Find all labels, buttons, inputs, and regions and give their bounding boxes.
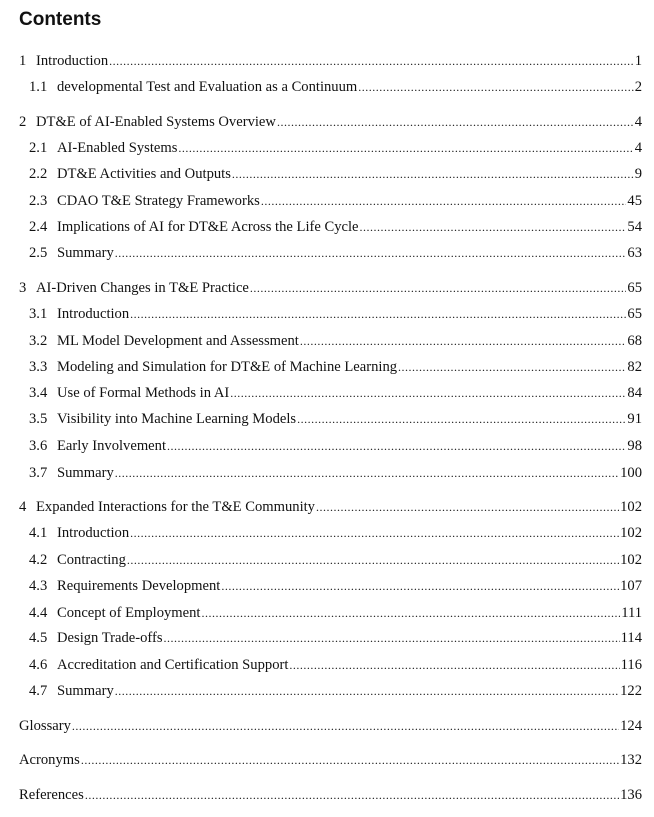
toc-entry-page: 1 <box>634 53 642 69</box>
toc-entry-page: 124 <box>620 718 642 734</box>
dot-leader <box>261 191 627 211</box>
toc-entry-4-3[interactable] <box>29 576 642 596</box>
toc-entry-3-5[interactable] <box>29 409 642 429</box>
dot-leader <box>72 716 619 736</box>
dot-leader <box>115 681 619 701</box>
toc-entry-number: 2.4 <box>29 219 48 235</box>
toc-entry-3-4[interactable] <box>29 383 642 403</box>
toc-entry-page: 102 <box>620 525 642 541</box>
toc-entry-1-1[interactable] <box>29 77 642 97</box>
toc-entry-number: 1 <box>19 53 27 69</box>
toc-entry-number: 4.2 <box>29 552 48 568</box>
toc-entry-label: Summary <box>57 465 114 481</box>
toc-entry-3-2[interactable] <box>29 331 642 351</box>
toc-entry-label: Requirements Development <box>57 578 221 594</box>
toc-entry-label: DT&E Activities and Outputs <box>57 166 231 182</box>
toc-entry-page: 68 <box>627 333 642 349</box>
toc-entry-page: 84 <box>627 385 642 401</box>
toc-entry-number: 4.7 <box>29 683 48 699</box>
toc-entry-number: 2 <box>19 114 27 130</box>
dot-leader <box>127 550 619 570</box>
toc-entry-4-1[interactable] <box>29 523 642 543</box>
dot-leader <box>130 523 619 543</box>
toc-entry-label: Modeling and Simulation for DT&E of Machine Learning <box>57 359 398 375</box>
toc-entry-number: 3.5 <box>29 411 48 427</box>
toc-entry-page: 114 <box>620 630 642 646</box>
toc-entry-page: 98 <box>627 438 642 454</box>
toc-entry-page: 65 <box>627 306 642 322</box>
toc-entry-number: 3 <box>19 280 27 296</box>
toc-entry-2-5[interactable] <box>29 243 642 263</box>
toc-entry-page: 4 <box>634 140 642 156</box>
toc-entry-number: 4.6 <box>29 657 48 673</box>
toc-entry-number: 2.1 <box>29 140 48 156</box>
toc-entry-label: Summary <box>57 683 114 699</box>
toc-entry-number: 4.3 <box>29 578 48 594</box>
toc-entry-label: Accreditation and Certification Support <box>57 657 289 673</box>
toc-entry-page: 100 <box>620 465 642 481</box>
toc-entry-number: 1.1 <box>29 79 48 95</box>
toc-entry-page: 122 <box>620 683 642 699</box>
dot-leader <box>201 603 620 623</box>
toc-entry-label: Design Trade-offs <box>57 630 163 646</box>
toc-entry-number: 3.4 <box>29 385 48 401</box>
toc-entry-label: Contracting <box>57 552 126 568</box>
toc-entry-label: Early Involvement <box>57 438 167 454</box>
toc-entry-2[interactable] <box>19 112 642 132</box>
toc-entry-1[interactable] <box>19 51 642 71</box>
dot-leader <box>221 576 619 596</box>
dot-leader <box>109 51 634 71</box>
toc-entry-4-4[interactable] <box>29 603 642 623</box>
dot-leader <box>167 436 626 456</box>
dot-leader <box>130 304 626 324</box>
toc-entry-page: 45 <box>627 193 642 209</box>
toc-entry-number: 2.2 <box>29 166 48 182</box>
toc-entry-4-6[interactable] <box>29 655 642 675</box>
toc-entry-3-3[interactable] <box>29 357 642 377</box>
toc-entry-number: 4.5 <box>29 630 48 646</box>
toc-entry-page: 102 <box>620 499 642 515</box>
dot-leader <box>316 497 619 517</box>
toc-entry-number: 4.1 <box>29 525 48 541</box>
toc-entry-page: 2 <box>634 79 642 95</box>
toc-entry-4-5[interactable] <box>29 628 642 648</box>
dot-leader <box>85 785 619 805</box>
toc-entry-label: AI-Driven Changes in T&E Practice <box>36 280 249 296</box>
toc-entry-page: 136 <box>620 787 642 803</box>
dot-leader <box>277 112 634 132</box>
toc-entry-label: DT&E of AI-Enabled Systems Overview <box>36 114 276 130</box>
toc-entry-page: 63 <box>627 245 642 261</box>
toc-entry-page: 102 <box>620 552 642 568</box>
toc-entry-number: 3.2 <box>29 333 48 349</box>
toc-entry-number: 4 <box>19 499 27 515</box>
toc-entry-label: CDAO T&E Strategy Frameworks <box>57 193 260 209</box>
toc-entry-label: Use of Formal Methods in AI <box>57 385 230 401</box>
toc-entry-label: Concept of Employment <box>57 605 201 621</box>
dot-leader <box>289 655 619 675</box>
toc-entry-page: 91 <box>627 411 642 427</box>
toc-entry-number: 2.3 <box>29 193 48 209</box>
toc-entry-number: 3.3 <box>29 359 48 375</box>
toc-entry-number: 3.6 <box>29 438 48 454</box>
toc-entry-label: Summary <box>57 245 114 261</box>
page-title: Contents <box>19 9 102 30</box>
toc-entry-label: Expanded Interactions for the T&E Community <box>36 499 315 515</box>
dot-leader <box>115 463 619 483</box>
toc-entry-page: 65 <box>627 280 642 296</box>
toc-entry-2-1[interactable] <box>29 138 642 158</box>
toc-entry-label: Introduction <box>57 306 130 322</box>
dot-leader <box>300 331 627 351</box>
toc-entry-page: 9 <box>634 166 642 182</box>
toc-entry-3-6[interactable] <box>29 436 642 456</box>
toc-entry-glossary[interactable] <box>19 716 642 736</box>
toc-entry-number: 3.1 <box>29 306 48 322</box>
toc-entry-4[interactable] <box>19 497 642 517</box>
toc-entry-page: 132 <box>620 752 642 768</box>
dot-leader <box>81 750 619 770</box>
toc-entry-label: Implications of AI for DT&E Across the Life Cycle <box>57 219 359 235</box>
toc-entry-page: 54 <box>627 219 642 235</box>
dot-leader <box>358 77 633 97</box>
dot-leader <box>360 217 627 237</box>
toc-entry-3-1[interactable] <box>29 304 642 324</box>
dot-leader <box>164 628 620 648</box>
dot-leader <box>115 243 627 263</box>
toc-entry-3-7[interactable] <box>29 463 642 483</box>
toc-entry-page: 82 <box>627 359 642 375</box>
toc-entry-label: developmental Test and Evaluation as a Continuum <box>57 79 358 95</box>
toc-entry-page: 107 <box>620 578 642 594</box>
toc-entry-3[interactable] <box>19 278 642 298</box>
dot-leader <box>232 164 634 184</box>
dot-leader <box>230 383 626 403</box>
toc-entry-acronyms[interactable] <box>19 750 642 770</box>
toc-entry-label: Introduction <box>36 53 109 69</box>
toc-entry-label: References <box>19 787 84 803</box>
toc-entry-2-4[interactable] <box>29 217 642 237</box>
toc-entry-2-2[interactable] <box>29 164 642 184</box>
toc-entry-4-2[interactable] <box>29 550 642 570</box>
toc-entry-number: 4.4 <box>29 605 48 621</box>
toc-entry-label: Acronyms <box>19 752 80 768</box>
toc-entry-number: 3.7 <box>29 465 48 481</box>
dot-leader <box>250 278 627 298</box>
toc-entry-label: ML Model Development and Assessment <box>57 333 299 349</box>
dot-leader <box>297 409 626 429</box>
dot-leader <box>398 357 626 377</box>
toc-entry-page: 116 <box>620 657 642 673</box>
toc-entry-4-7[interactable] <box>29 681 642 701</box>
toc-entry-label: Glossary <box>19 718 71 734</box>
toc-entry-label: Visibility into Machine Learning Models <box>57 411 297 427</box>
toc-entry-number: 2.5 <box>29 245 48 261</box>
toc-entry-page: 4 <box>634 114 642 130</box>
toc-entry-label: Introduction <box>57 525 130 541</box>
toc-entry-page: 111 <box>621 605 642 621</box>
dot-leader <box>178 138 633 158</box>
toc-entry-references[interactable] <box>19 785 642 805</box>
toc-entry-label: AI-Enabled Systems <box>57 140 178 156</box>
toc-entry-2-3[interactable] <box>29 191 642 211</box>
